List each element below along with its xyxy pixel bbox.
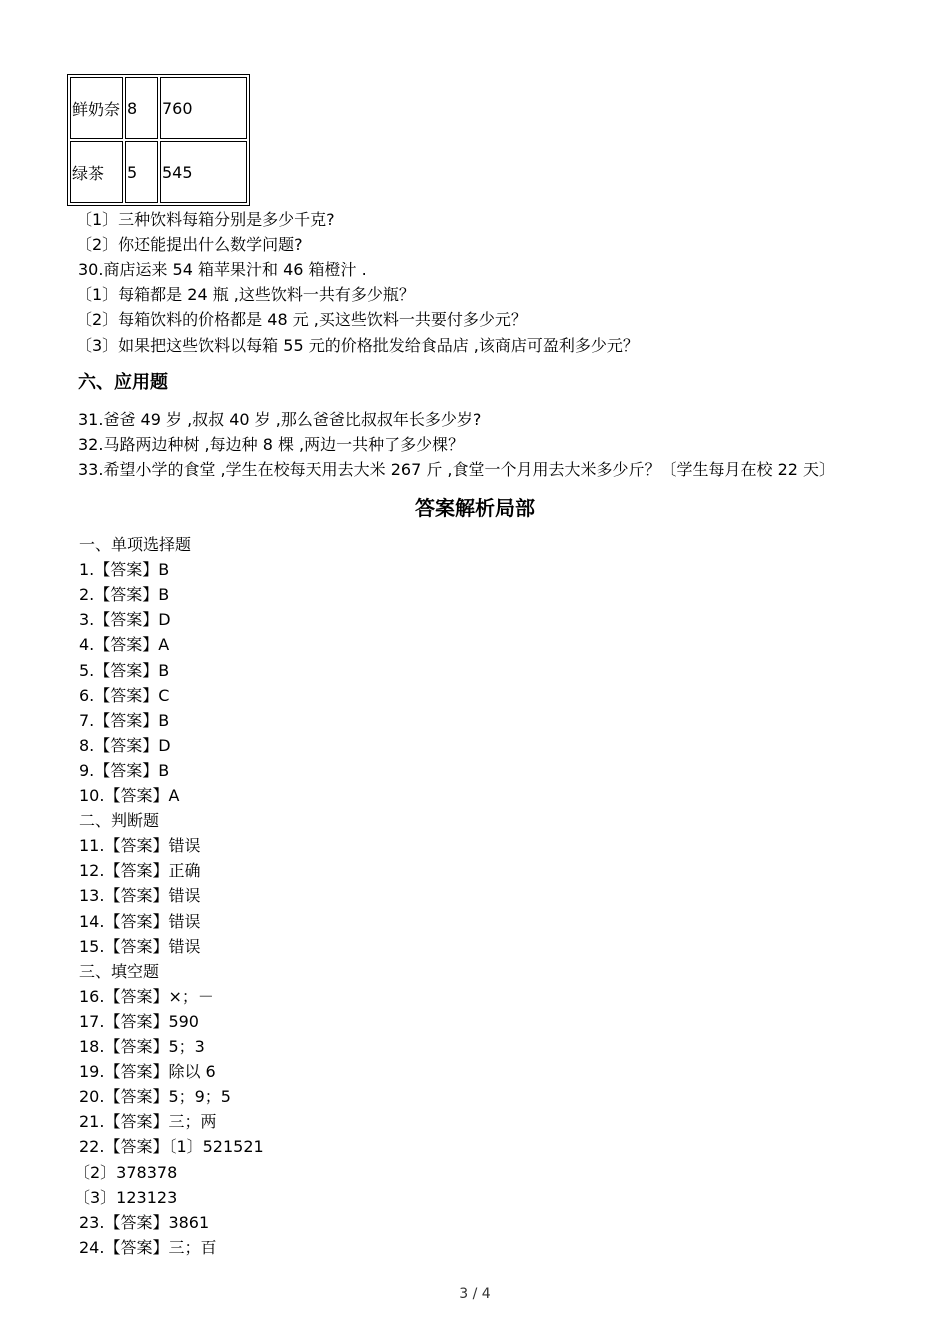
q29-sub2: 〔2〕你还能提出什么数学问题? (76, 235, 303, 254)
beverage-table (67, 74, 250, 206)
answer-line: 1.【答案】B (79, 560, 170, 580)
answer-line: 14.【答案】错误 (79, 911, 201, 931)
answer-line: 17.【答案】590 (79, 1011, 199, 1031)
answers-title: 答案解析局部 (415, 496, 535, 520)
table-cell: 760 (160, 77, 247, 139)
answer-line: 21.【答案】三；两 (79, 1112, 217, 1132)
answer-line: 15.【答案】错误 (79, 936, 201, 956)
question-32: 32.马路两边种树 ,每边种 8 棵 ,两边一共种了多少棵？ (78, 435, 465, 454)
answer-line: 13.【答案】错误 (79, 886, 201, 906)
table-cell: 绿茶 (70, 141, 123, 203)
answer-line: 18.【答案】5；3 (79, 1037, 205, 1056)
section-heading: 六、应用题 (78, 372, 168, 393)
answer-line: 3.【答案】D (79, 610, 171, 630)
page-number: 3 / 4 (459, 1286, 491, 1302)
answer-line: 16.【答案】×；－ (79, 986, 214, 1006)
q29-sub1: 〔1〕三种饮料每箱分别是多少千克? (76, 210, 335, 229)
answer-line: 12.【答案】正确 (79, 861, 201, 881)
answer-line: 7.【答案】B (79, 710, 170, 730)
table-row (70, 141, 247, 203)
answer-line: 19.【答案】除以 6 (79, 1062, 216, 1082)
q30-sub1: 〔1〕每箱都是 24 瓶 ,这些饮料一共有多少瓶？ (76, 285, 415, 304)
table-cell: 8 (125, 77, 158, 139)
table-cell: 鲜奶奈 (70, 77, 123, 139)
q30-sub2: 〔2〕每箱饮料的价格都是 48 元 ,买这些饮料一共要付多少元？ (76, 310, 527, 329)
table-cell: 5 (125, 141, 158, 203)
table-row (70, 77, 247, 139)
answer-line: 23.【答案】3861 (79, 1212, 210, 1232)
answer-line: 〔2〕378378 (74, 1162, 178, 1182)
answer-line: 一、单项选择题 (79, 535, 192, 554)
question-33: 33.希望小学的食堂 ,学生在校每天用去大米 267 斤 ,食堂一个月用去大米多少斤？〔学生每月在校 22 天〕 (78, 460, 836, 479)
answer-line: 二、判断题 (79, 811, 160, 831)
answer-line: 5.【答案】B (79, 660, 170, 680)
answer-line: 20.【答案】5；9；5 (79, 1087, 231, 1107)
q30-sub3: 〔3〕如果把这些饮料以每箱 55 元的价格批发给食品店 ,该商店可盈利多少元？ (76, 336, 639, 355)
q30-stem: 30.商店运来 54 箱苹果汁和 46 箱橙汁 . (78, 260, 367, 279)
answer-line: 4.【答案】A (79, 635, 170, 655)
answer-line: 22.【答案】〔1〕521521 (79, 1137, 264, 1157)
answer-line: 8.【答案】D (79, 735, 171, 755)
answer-line: 6.【答案】C (79, 685, 170, 705)
table-cell: 545 (160, 141, 247, 203)
answer-line: 10.【答案】A (79, 786, 180, 805)
answer-line: 9.【答案】B (79, 760, 170, 780)
answer-line: 11.【答案】错误 (79, 836, 201, 856)
answer-line: 2.【答案】B (79, 585, 170, 605)
answer-line: 三、填空题 (79, 961, 160, 981)
answer-line: 〔3〕123123 (74, 1187, 178, 1207)
question-31: 31.爸爸 49 岁 ,叔叔 40 岁 ,那么爸爸比叔叔年长多少岁? (78, 410, 482, 429)
answer-line: 24.【答案】三；百 (79, 1237, 217, 1257)
